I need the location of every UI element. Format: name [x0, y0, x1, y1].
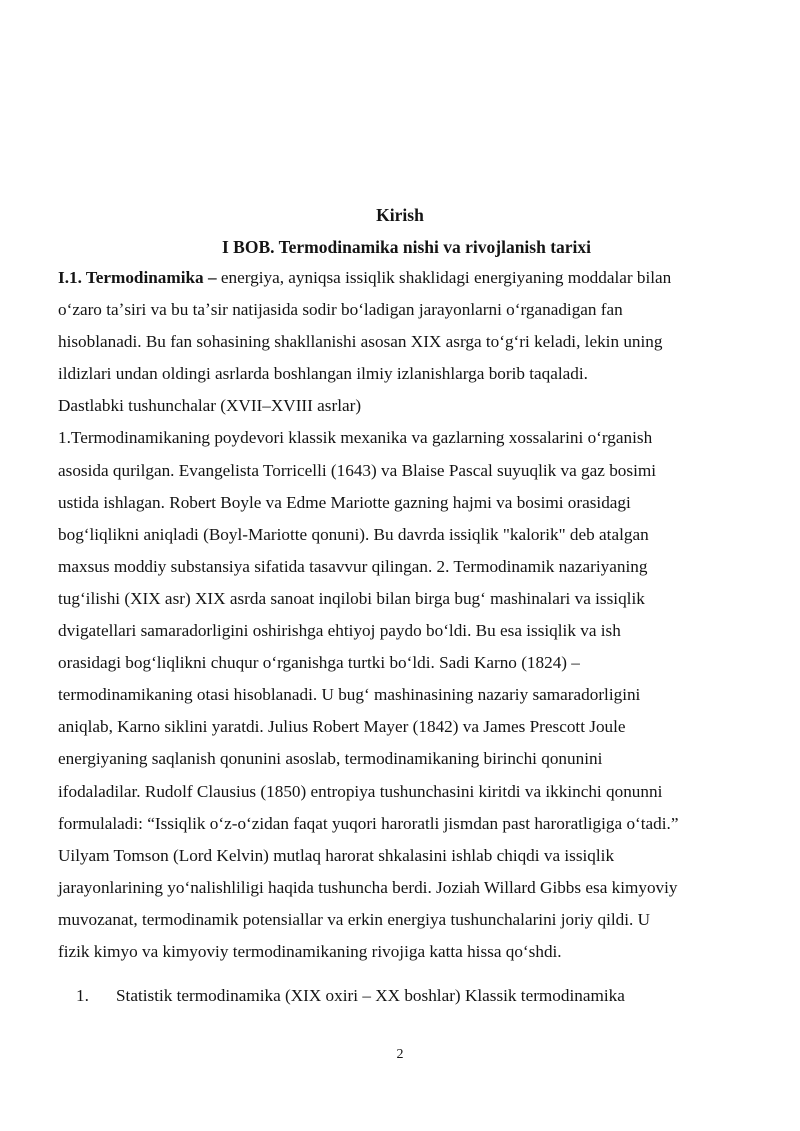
paragraph-line: oʻzaro taʼsiri va bu taʼsir natijasida sodir boʻladigan jarayonlarni oʻrganadigan fan	[58, 300, 623, 320]
paragraph-line: termodinamikaning otasi hisoblanadi. U bugʻ mashinasining nazariy samaradorligini	[58, 685, 641, 705]
paragraph-line: fizik kimyo va kimyoviy termodinamikaning rivojiga katta hissa qoʻshdi.	[58, 941, 562, 961]
paragraph-line: energiya, ayniqsa issiqlik shaklidagi energiyaning moddalar bilan	[220, 268, 672, 287]
paragraph-line: aniqlab, Karno siklini yaratdi. Julius Robert Mayer (1842) va James Prescott Joule	[58, 717, 626, 737]
list-item-text: Statistik termodinamika (XIX oxiri – XX boshlar) Klassik termodinamika	[116, 986, 625, 1005]
paragraph-line: Uilyam Tomson (Lord Kelvin) mutlaq harorat shkalasini ishlab chiqdi va issiqlik	[58, 845, 615, 865]
paragraph-line: ustida ishlagan. Robert Boyle va Edme Mariotte gazning hajmi va bosimi orasidagi	[58, 492, 631, 512]
paragraph-line: bogʻliqlikni aniqladi (Boyl-Mariotte qonuni). Bu davrda issiqlik "kalorik" deb atalgan	[58, 524, 649, 544]
numbered-list-item	[76, 984, 625, 1008]
paragraph-line: muvozanat, termodinamik potensiallar va erkin energiya tushunchalarini joriy qildi. U	[58, 909, 651, 929]
paragraph-line: ifodaladilar. Rudolf Clausius (1850) entropiya tushunchasini kiritdi va ikkinchi qonunni	[58, 781, 663, 801]
paragraph-line: dvigatellari samaradorligini oshirishga ehtiyoj paydo boʻldi. Bu esa issiqlik va ish	[58, 621, 621, 641]
intro-heading: Kirish	[376, 205, 424, 225]
list-item-number: 1.	[76, 986, 89, 1005]
section-dash: –	[203, 268, 221, 287]
paragraph-line: tugʻilishi (XIX asr) XIX asrda sanoat inqilobi bilan birga bugʻ mashinalari va issiqlik	[58, 588, 645, 608]
paragraph-line: asosida qurilgan. Evangelista Torricelli (1643) va Blaise Pascal suyuqlik va gaz bosimi	[58, 460, 656, 480]
subheading-line: Dastlabki tushunchalar (XVII–XVIII asrlar)	[58, 396, 362, 416]
section-first-line	[58, 262, 744, 294]
paragraph-line: ildizlari undan oldingi asrlarda boshlangan ilmiy izlanishlarga borib taqaladi.	[58, 364, 588, 384]
page-number: 2	[396, 1047, 404, 1062]
paragraph-line: maxsus moddiy substansiya sifatida tasavvur qilingan. 2. Termodinamik nazariyaning	[58, 556, 648, 576]
paragraph-line: energiyaning saqlanish qonunini asoslab, termodinamikaning birinchi qonunini	[58, 749, 603, 769]
paragraph-line: 1.Termodinamikaning poydevori klassik mexanika va gazlarning xossalarini oʻrganish	[58, 428, 653, 448]
paragraph-line: formulaladi: “Issiqlik oʻz-oʻzidan faqat yuqori haroratli jismdan past haroratligiga oʻtadi.”	[58, 813, 679, 833]
paragraph-line: jarayonlarining yoʻnalishliligi haqida tushuncha berdi. Joziah Willard Gibbs esa kimyoviy	[58, 877, 678, 897]
paragraph-line: hisoblanadi. Bu fan sohasining shakllanishi asosan XIX asrga toʻgʻri keladi, lekin uning	[58, 332, 663, 352]
section-label: I.1. Termodinamika	[58, 268, 204, 287]
chapter-heading: I BOB. Termodinamika nishi va rivojlanish tarixi	[222, 237, 592, 257]
section-body	[58, 262, 744, 968]
paragraph-line: orasidagi bogʻliqlikni chuqur oʻrganishga turtki boʻldi. Sadi Karno (1824) –	[58, 653, 580, 673]
